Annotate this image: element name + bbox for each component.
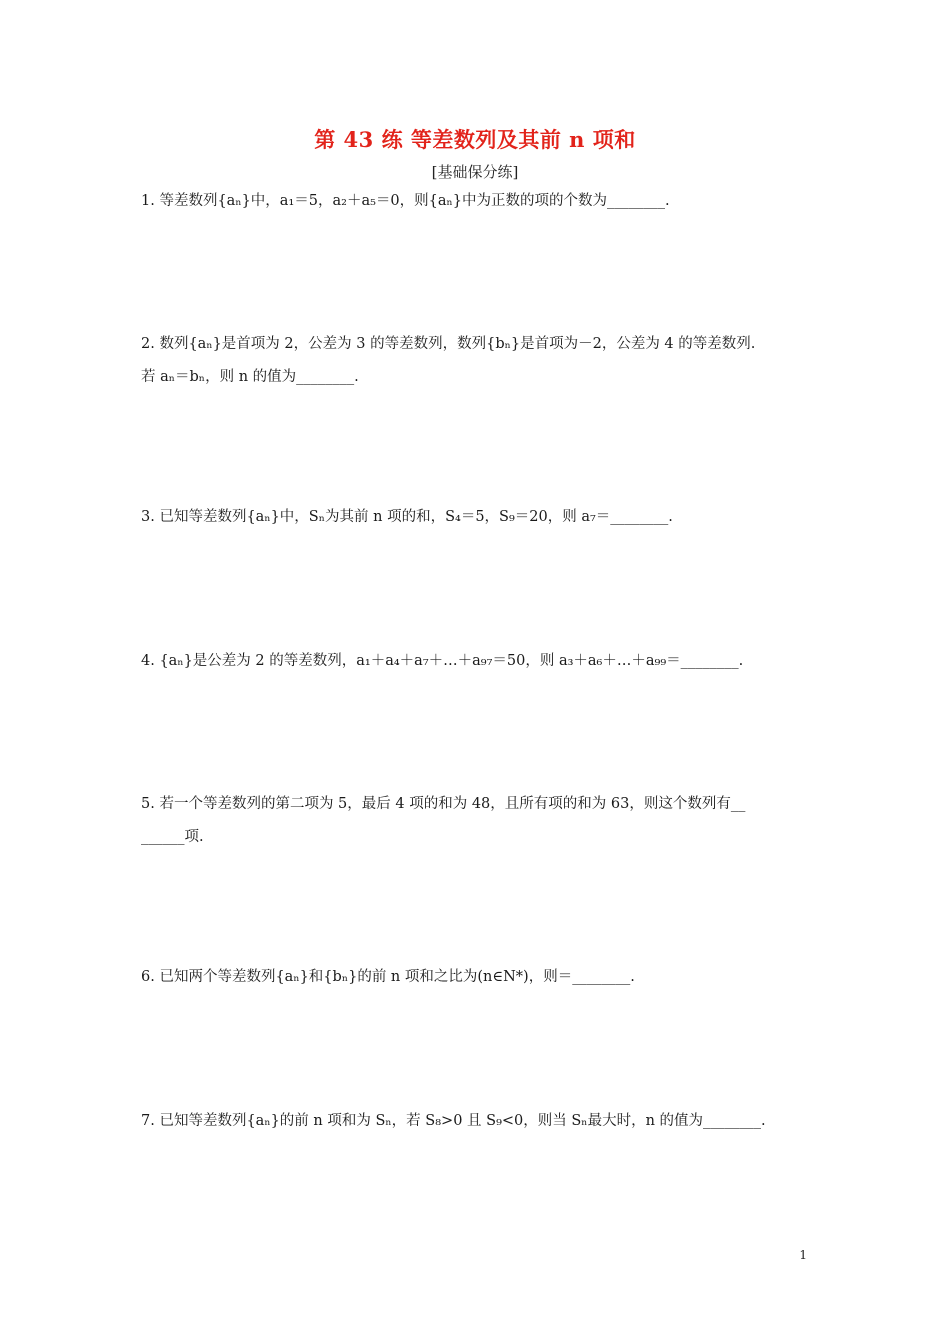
question-line: 1. 等差数列{aₙ}中，a₁＝5，a₂＋a₅＝0，则{aₙ}中为正数的项的个数为________. xyxy=(141,193,670,209)
question-line: 若 aₙ＝bₙ，则 n 的值为________. xyxy=(141,369,359,385)
question-line: 4. {aₙ}是公差为 2 的等差数列，a₁＋a₄＋a₇＋…＋a₉₇＝50，则 a₃＋a₆＋…＋a₉₉＝________. xyxy=(141,653,744,669)
page-number: 1 xyxy=(799,1248,807,1262)
question-line: 3. 已知等差数列{aₙ}中，Sₙ为其前 n 项的和，S₄＝5，S₉＝20，则 a₇＝________. xyxy=(141,509,673,525)
question-line: 7. 已知等差数列{aₙ}的前 n 项和为 Sₙ，若 S₈>0 且 S₉<0，则当 Sₙ最大时，n 的值为________. xyxy=(141,1113,766,1129)
question-6 xyxy=(141,961,821,994)
question-3 xyxy=(141,501,821,534)
section-subtitle: [基础保分练] xyxy=(431,163,519,181)
question-1 xyxy=(141,185,821,218)
question-2 xyxy=(141,328,821,394)
page-title: 第 43 练 等差数列及其前 n 项和 xyxy=(314,127,636,152)
question-5 xyxy=(141,788,821,854)
question-line: 2. 数列{aₙ}是首项为 2，公差为 3 的等差数列，数列{bₙ}是首项为－2，公差为 4 的等差数列. xyxy=(141,336,756,352)
question-7 xyxy=(141,1105,821,1138)
question-4 xyxy=(141,645,821,678)
question-line: 6. 已知两个等差数列{aₙ}和{bₙ}的前 n 项和之比为(n∈N*)，则＝________. xyxy=(141,969,635,985)
question-line: 5. 若一个等差数列的第二项为 5，最后 4 项的和为 48，且所有项的和为 63，则这个数列有__ xyxy=(141,796,746,812)
question-line: ______项. xyxy=(141,829,204,845)
